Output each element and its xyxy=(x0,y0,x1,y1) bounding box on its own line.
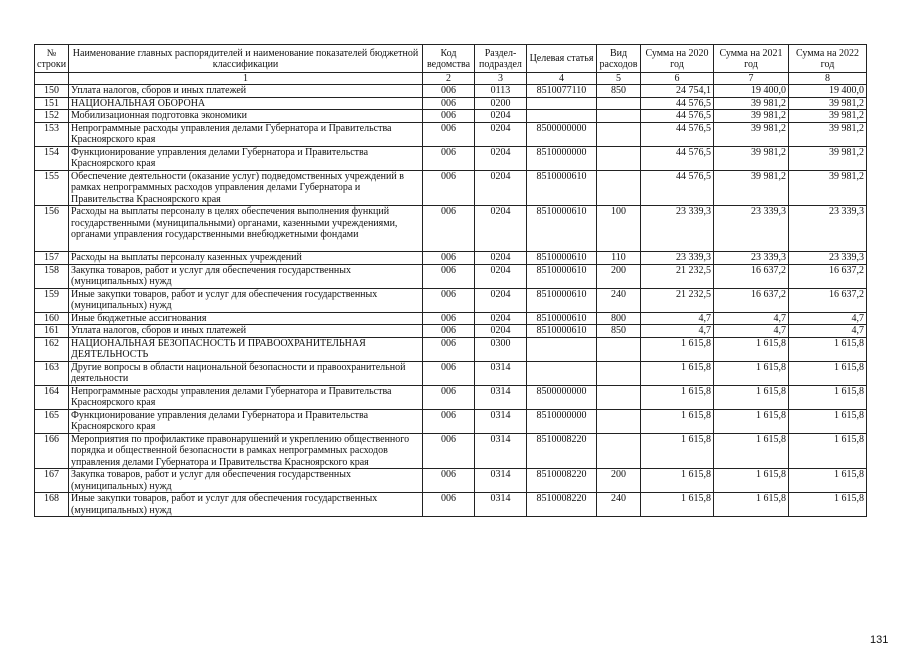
row-expense-type xyxy=(597,122,641,146)
budget-table xyxy=(34,44,867,517)
row-sum-2021: 1 615,8 xyxy=(714,409,789,433)
table-row xyxy=(35,337,867,361)
row-section: 0204 xyxy=(475,146,527,170)
row-section: 0204 xyxy=(475,325,527,338)
column-index: 3 xyxy=(475,73,527,85)
row-name: Другие вопросы в области национальной безопасности и правоохранительной деятельности xyxy=(69,361,423,385)
header-section: Раздел-подраздел xyxy=(475,45,527,73)
row-sum-2021: 1 615,8 xyxy=(714,493,789,517)
row-sum-2022: 16 637,2 xyxy=(789,264,867,288)
row-number: 150 xyxy=(35,85,69,98)
row-sum-2022: 39 981,2 xyxy=(789,146,867,170)
row-dept-code: 006 xyxy=(423,288,475,312)
row-sum-2021: 4,7 xyxy=(714,325,789,338)
row-sum-2021: 1 615,8 xyxy=(714,361,789,385)
row-section: 0204 xyxy=(475,110,527,123)
row-sum-2022: 1 615,8 xyxy=(789,493,867,517)
row-section: 0314 xyxy=(475,433,527,469)
table-row xyxy=(35,288,867,312)
row-dept-code: 006 xyxy=(423,110,475,123)
row-section: 0204 xyxy=(475,264,527,288)
table-row xyxy=(35,97,867,110)
row-number: 159 xyxy=(35,288,69,312)
row-dept-code: 006 xyxy=(423,337,475,361)
row-expense-type xyxy=(597,97,641,110)
row-dept-code: 006 xyxy=(423,469,475,493)
row-name: Иные бюджетные ассигнования xyxy=(69,312,423,325)
row-sum-2020: 23 339,3 xyxy=(641,206,714,252)
row-name: Иные закупки товаров, работ и услуг для обеспечения государственных (муниципальных) нужд xyxy=(69,288,423,312)
row-expense-type xyxy=(597,385,641,409)
row-name: НАЦИОНАЛЬНАЯ ОБОРОНА xyxy=(69,97,423,110)
header-target: Целевая статья xyxy=(527,45,597,73)
row-sum-2022: 39 981,2 xyxy=(789,170,867,206)
row-expense-type: 240 xyxy=(597,493,641,517)
row-dept-code: 006 xyxy=(423,409,475,433)
row-target: 8510008220 xyxy=(527,493,597,517)
table-row xyxy=(35,433,867,469)
row-section: 0300 xyxy=(475,337,527,361)
row-dept-code: 006 xyxy=(423,122,475,146)
row-sum-2022: 16 637,2 xyxy=(789,288,867,312)
row-expense-type xyxy=(597,170,641,206)
row-section: 0204 xyxy=(475,312,527,325)
row-dept-code: 006 xyxy=(423,312,475,325)
row-sum-2021: 19 400,0 xyxy=(714,85,789,98)
table-row xyxy=(35,325,867,338)
row-number: 158 xyxy=(35,264,69,288)
row-dept-code: 006 xyxy=(423,252,475,265)
row-name: Уплата налогов, сборов и иных платежей xyxy=(69,85,423,98)
header-sum-2020: Сумма на 2020 год xyxy=(641,45,714,73)
row-target xyxy=(527,110,597,123)
row-target xyxy=(527,361,597,385)
row-sum-2022: 1 615,8 xyxy=(789,361,867,385)
row-name: Непрограммные расходы управления делами Губернатора и Правительства Красноярского края xyxy=(69,385,423,409)
row-number: 161 xyxy=(35,325,69,338)
row-name: Функционирование управления делами Губернатора и Правительства Красноярского края xyxy=(69,409,423,433)
row-section: 0204 xyxy=(475,170,527,206)
row-section: 0314 xyxy=(475,409,527,433)
table-row xyxy=(35,264,867,288)
row-sum-2021: 1 615,8 xyxy=(714,433,789,469)
row-expense-type xyxy=(597,146,641,170)
row-section: 0204 xyxy=(475,288,527,312)
row-target: 8510000610 xyxy=(527,170,597,206)
row-target: 8510000000 xyxy=(527,409,597,433)
row-target: 8510000610 xyxy=(527,252,597,265)
row-number: 157 xyxy=(35,252,69,265)
row-sum-2022: 1 615,8 xyxy=(789,469,867,493)
row-expense-type xyxy=(597,361,641,385)
header-sum-2021: Сумма на 2021 год xyxy=(714,45,789,73)
row-dept-code: 006 xyxy=(423,85,475,98)
row-name: Закупка товаров, работ и услуг для обеспечения государственных (муниципальных) нужд xyxy=(69,264,423,288)
budget-document xyxy=(34,44,889,646)
row-sum-2022: 4,7 xyxy=(789,312,867,325)
row-sum-2022: 1 615,8 xyxy=(789,433,867,469)
row-sum-2021: 16 637,2 xyxy=(714,288,789,312)
row-sum-2020: 44 576,5 xyxy=(641,97,714,110)
row-dept-code: 006 xyxy=(423,493,475,517)
row-section: 0314 xyxy=(475,469,527,493)
row-expense-type: 100 xyxy=(597,206,641,252)
row-sum-2021: 23 339,3 xyxy=(714,206,789,252)
row-number: 164 xyxy=(35,385,69,409)
row-name: Мобилизационная подготовка экономики xyxy=(69,110,423,123)
row-target xyxy=(527,337,597,361)
row-sum-2021: 39 981,2 xyxy=(714,170,789,206)
row-target: 8510008220 xyxy=(527,433,597,469)
row-target: 8510000610 xyxy=(527,288,597,312)
row-expense-type xyxy=(597,433,641,469)
column-index: 1 xyxy=(69,73,423,85)
row-number: 167 xyxy=(35,469,69,493)
row-dept-code: 006 xyxy=(423,206,475,252)
table-row xyxy=(35,252,867,265)
row-sum-2020: 24 754,1 xyxy=(641,85,714,98)
row-target: 8510000000 xyxy=(527,146,597,170)
row-name: Уплата налогов, сборов и иных платежей xyxy=(69,325,423,338)
row-expense-type: 850 xyxy=(597,85,641,98)
row-number: 153 xyxy=(35,122,69,146)
row-sum-2020: 23 339,3 xyxy=(641,252,714,265)
row-name: Расходы на выплаты персоналу казенных учреждений xyxy=(69,252,423,265)
row-sum-2021: 23 339,3 xyxy=(714,252,789,265)
row-sum-2022: 1 615,8 xyxy=(789,409,867,433)
row-name: Непрограммные расходы управления делами Губернатора и Правительства Красноярского края xyxy=(69,122,423,146)
column-index: 2 xyxy=(423,73,475,85)
row-sum-2020: 4,7 xyxy=(641,312,714,325)
row-expense-type: 110 xyxy=(597,252,641,265)
row-number: 165 xyxy=(35,409,69,433)
row-sum-2020: 1 615,8 xyxy=(641,361,714,385)
row-expense-type: 850 xyxy=(597,325,641,338)
column-index: 7 xyxy=(714,73,789,85)
column-index xyxy=(35,73,69,85)
row-name: Мероприятия по профилактике правонарушений и укреплению общественного порядка и общественной безопасности в рамках непрограммных расходов управления делами Губернатора и Правительства Красноярского края xyxy=(69,433,423,469)
row-sum-2021: 4,7 xyxy=(714,312,789,325)
row-name: Обеспечение деятельности (оказание услуг) подведомственных учреждений в рамках непрограммных расходов управления делами Губернатора и Правительства Красноярского края xyxy=(69,170,423,206)
row-sum-2020: 44 576,5 xyxy=(641,122,714,146)
table-row xyxy=(35,206,867,252)
row-number: 154 xyxy=(35,146,69,170)
page-number: 131 xyxy=(870,634,889,646)
row-section: 0314 xyxy=(475,385,527,409)
table-row xyxy=(35,312,867,325)
row-name: Функционирование управления делами Губернатора и Правительства Красноярского края xyxy=(69,146,423,170)
row-number: 160 xyxy=(35,312,69,325)
row-target xyxy=(527,97,597,110)
table-row xyxy=(35,85,867,98)
row-expense-type: 200 xyxy=(597,469,641,493)
row-number: 162 xyxy=(35,337,69,361)
row-name: Расходы на выплаты персоналу в целях обеспечения выполнения функций государственными (муниципальными) органами, казенными учреждениями, органами управления государственными внебюджетными фондами xyxy=(69,206,423,252)
row-sum-2022: 1 615,8 xyxy=(789,337,867,361)
row-sum-2021: 39 981,2 xyxy=(714,122,789,146)
table-row xyxy=(35,493,867,517)
row-number: 155 xyxy=(35,170,69,206)
row-target: 8510000610 xyxy=(527,264,597,288)
row-target: 8510008220 xyxy=(527,469,597,493)
row-sum-2022: 39 981,2 xyxy=(789,110,867,123)
row-section: 0204 xyxy=(475,206,527,252)
table-row xyxy=(35,385,867,409)
row-sum-2020: 4,7 xyxy=(641,325,714,338)
column-index-row xyxy=(35,73,867,85)
table-row xyxy=(35,110,867,123)
row-expense-type: 200 xyxy=(597,264,641,288)
row-sum-2022: 23 339,3 xyxy=(789,206,867,252)
row-section: 0204 xyxy=(475,252,527,265)
header-name: Наименование главных распорядителей и наименование показателей бюджетной классификации xyxy=(69,45,423,73)
row-sum-2020: 1 615,8 xyxy=(641,493,714,517)
row-target: 8500000000 xyxy=(527,385,597,409)
column-index: 4 xyxy=(527,73,597,85)
row-expense-type: 800 xyxy=(597,312,641,325)
table-header-row xyxy=(35,45,867,73)
table-row xyxy=(35,469,867,493)
row-target: 8510000610 xyxy=(527,325,597,338)
row-dept-code: 006 xyxy=(423,146,475,170)
header-dept-code: Код ведомства xyxy=(423,45,475,73)
row-section: 0200 xyxy=(475,97,527,110)
row-dept-code: 006 xyxy=(423,97,475,110)
row-sum-2022: 4,7 xyxy=(789,325,867,338)
row-name: Закупка товаров, работ и услуг для обеспечения государственных (муниципальных) нужд xyxy=(69,469,423,493)
row-sum-2022: 19 400,0 xyxy=(789,85,867,98)
row-number: 166 xyxy=(35,433,69,469)
row-expense-type: 240 xyxy=(597,288,641,312)
row-sum-2021: 1 615,8 xyxy=(714,469,789,493)
row-dept-code: 006 xyxy=(423,361,475,385)
row-section: 0314 xyxy=(475,493,527,517)
row-dept-code: 006 xyxy=(423,385,475,409)
row-sum-2020: 1 615,8 xyxy=(641,337,714,361)
header-expense-type: Вид расходов xyxy=(597,45,641,73)
row-section: 0314 xyxy=(475,361,527,385)
row-number: 156 xyxy=(35,206,69,252)
row-dept-code: 006 xyxy=(423,433,475,469)
column-index: 5 xyxy=(597,73,641,85)
row-sum-2020: 1 615,8 xyxy=(641,469,714,493)
row-number: 152 xyxy=(35,110,69,123)
row-sum-2021: 1 615,8 xyxy=(714,337,789,361)
row-sum-2020: 44 576,5 xyxy=(641,170,714,206)
table-row xyxy=(35,146,867,170)
row-sum-2022: 1 615,8 xyxy=(789,385,867,409)
row-sum-2020: 44 576,5 xyxy=(641,146,714,170)
row-sum-2020: 21 232,5 xyxy=(641,264,714,288)
row-section: 0113 xyxy=(475,85,527,98)
row-target: 8510000610 xyxy=(527,206,597,252)
row-sum-2022: 23 339,3 xyxy=(789,252,867,265)
row-sum-2021: 39 981,2 xyxy=(714,146,789,170)
table-row xyxy=(35,409,867,433)
row-sum-2021: 39 981,2 xyxy=(714,97,789,110)
column-index: 6 xyxy=(641,73,714,85)
row-target: 8510077110 xyxy=(527,85,597,98)
row-expense-type xyxy=(597,337,641,361)
header-sum-2022: Сумма на 2022 год xyxy=(789,45,867,73)
column-index: 8 xyxy=(789,73,867,85)
row-number: 163 xyxy=(35,361,69,385)
row-section: 0204 xyxy=(475,122,527,146)
row-target: 8510000610 xyxy=(527,312,597,325)
row-sum-2020: 1 615,8 xyxy=(641,409,714,433)
table-row xyxy=(35,122,867,146)
row-expense-type xyxy=(597,110,641,123)
row-dept-code: 006 xyxy=(423,325,475,338)
row-name: НАЦИОНАЛЬНАЯ БЕЗОПАСНОСТЬ И ПРАВООХРАНИТЕЛЬНАЯ ДЕЯТЕЛЬНОСТЬ xyxy=(69,337,423,361)
row-sum-2022: 39 981,2 xyxy=(789,97,867,110)
row-sum-2021: 1 615,8 xyxy=(714,385,789,409)
row-sum-2020: 44 576,5 xyxy=(641,110,714,123)
row-sum-2020: 1 615,8 xyxy=(641,433,714,469)
row-sum-2020: 1 615,8 xyxy=(641,385,714,409)
row-sum-2021: 16 637,2 xyxy=(714,264,789,288)
row-expense-type xyxy=(597,409,641,433)
row-number: 151 xyxy=(35,97,69,110)
row-dept-code: 006 xyxy=(423,170,475,206)
row-name: Иные закупки товаров, работ и услуг для обеспечения государственных (муниципальных) нужд xyxy=(69,493,423,517)
row-number: 168 xyxy=(35,493,69,517)
row-sum-2022: 39 981,2 xyxy=(789,122,867,146)
table-row xyxy=(35,361,867,385)
row-target: 8500000000 xyxy=(527,122,597,146)
row-sum-2020: 21 232,5 xyxy=(641,288,714,312)
header-row-no: № строки xyxy=(35,45,69,73)
table-row xyxy=(35,170,867,206)
row-dept-code: 006 xyxy=(423,264,475,288)
row-sum-2021: 39 981,2 xyxy=(714,110,789,123)
